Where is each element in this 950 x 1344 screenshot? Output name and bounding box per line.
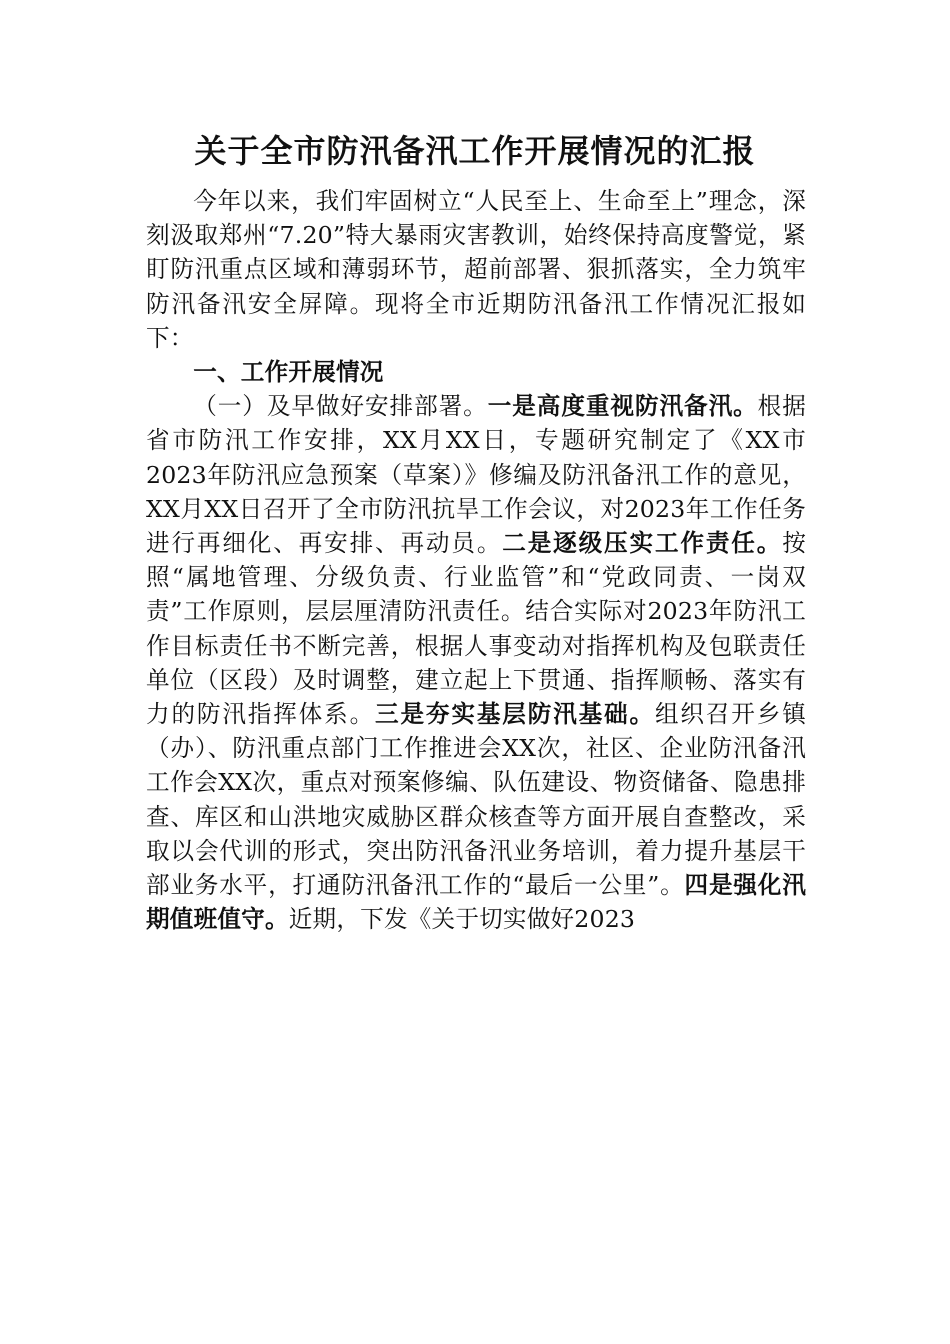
point1-title: 一是高度重视防汛备汛。: [487, 392, 758, 421]
document-title: 关于全市防汛备汛工作开展情况的汇报: [194, 132, 756, 170]
subsection-paragraph: [146, 389, 806, 936]
document-body: [146, 184, 806, 936]
point3-title: 三是夯实基层防汛基础。: [375, 700, 655, 729]
point4-title: 四是强化汛期值班值守。: [146, 871, 806, 934]
point2-text: 按照“属地管理、分级负责、行业监管”和“党政同责、一岗双责”工作原则，层层厘清防汛责任。结合实际对2023年防汛工作目标责任书不断完善，根据人事变动对指挥机构及包联责任单位（区段）及时调整，建立起上下贯通、指挥顺畅、落实有力的防汛指挥体系。: [146, 529, 806, 729]
intro-paragraph: 今年以来，我们牢固树立“人民至上、生命至上”理念，深刻汲取郑州“7.20”特大暴雨灾害教训，始终保持高度警觉，紧盯防汛重点区域和薄弱环节，超前部署、狠抓落实，全力筑牢防汛备汛安全屏障。现将全市近期防汛备汛工作情况汇报如下：: [146, 187, 806, 352]
point2-title: 二是逐级压实工作责任。: [502, 529, 783, 558]
subsection-lead: （一）及早做好安排部署。: [193, 392, 488, 421]
section-heading: 一、工作开展情况: [193, 358, 384, 387]
point1-text: 根据省市防汛工作安排，XX月XX日，专题研究制定了《XX市2023年防汛应急预案（草案）》修编及防汛备汛工作的意见，XX月XX日召开了全市防汛抗旱工作会议，对2023年工作任务进行再细化、再安排、再动员。: [146, 392, 807, 558]
point3-text: 组织召开乡镇（办）、防汛重点部门工作推进会XX次，社区、企业防汛备汛工作会XX次，重点对预案修编、队伍建设、物资储备、隐患排查、库区和山洪地灾威胁区群众核查等方面开展自查整改，采取以会代训的形式，突出防汛备汛业务培训，着力提升基层干部业务水平，打通防汛备汛工作的“最后一公里”。: [146, 700, 806, 900]
point4-text: 近期，下发《关于切实做好2023: [288, 905, 636, 934]
